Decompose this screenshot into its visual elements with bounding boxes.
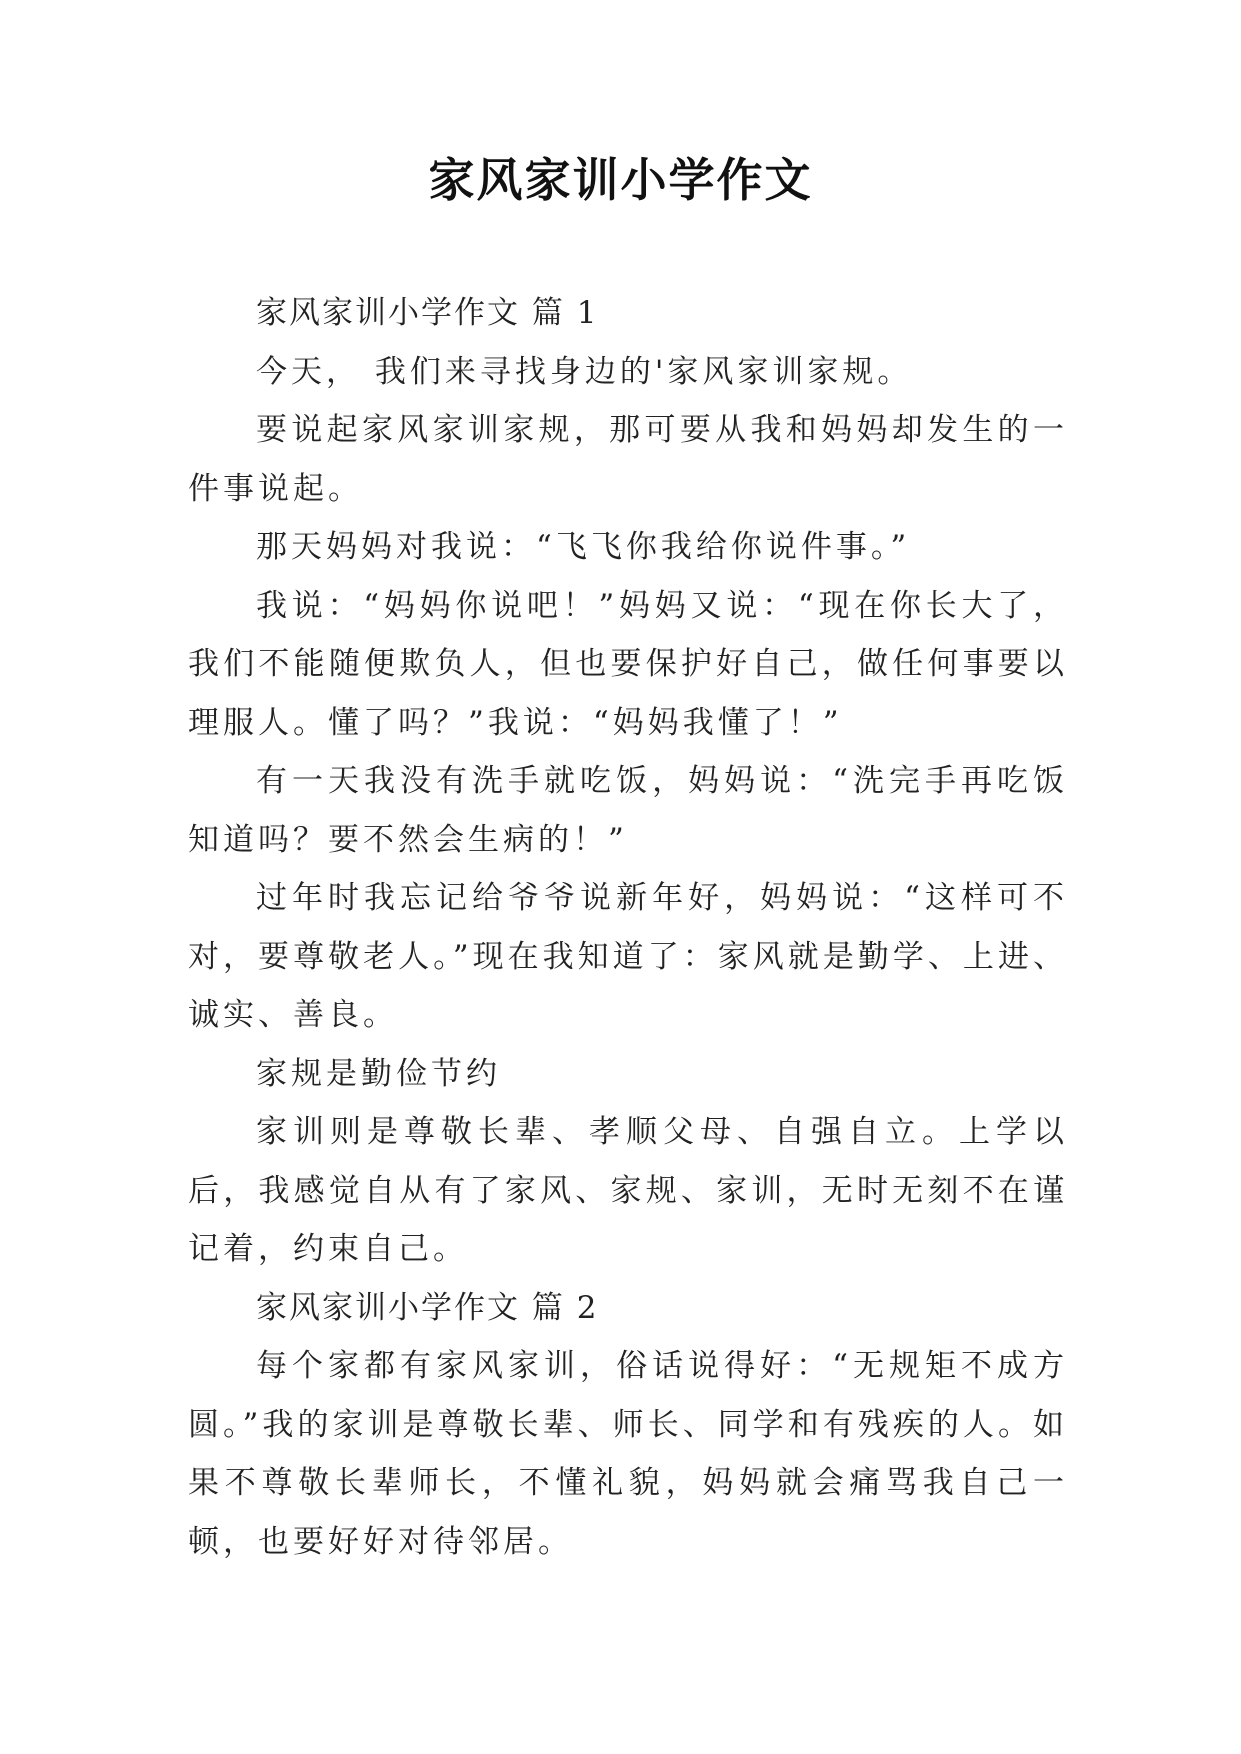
paragraph: 今天， 我们来寻找身边的'家风家训家规。: [256, 353, 913, 390]
document-title: 家风家训小学作文: [428, 153, 813, 207]
paragraph: 要说起家风家训家规，那可要从我和妈妈却发生的一件事说起。: [188, 412, 1068, 507]
section-heading-2: 家风家训小学作文 篇 2: [256, 1289, 599, 1326]
document-body: [188, 284, 1068, 1571]
paragraph: 每个家都有家风家训，俗话说得好：“无规矩不成方圆。”我的家训是尊敬长辈、师长、同学和有残疾的人。如果不尊敬长辈师长，不懂礼貌，妈妈就会痛骂我自己一顿，也要好好对待邻居。: [188, 1348, 1068, 1560]
paragraph: 我说：“妈妈你说吧！”妈妈又说：“现在你长大了，我们不能随便欺负人，但也要保护好自己，做任何事要以理服人。懂了吗？”我说：“妈妈我懂了！”: [188, 587, 1068, 741]
paragraph: 那天妈妈对我说：“飞飞你我给你说件事。”: [256, 529, 911, 565]
paragraph: 家规是勤俭节约: [256, 1055, 501, 1092]
section-heading-1: 家风家训小学作文 篇 1: [256, 295, 599, 331]
paragraph: 有一天我没有洗手就吃饭，妈妈说：“洗完手再吃饭知道吗？要不然会生病的！”: [188, 763, 1068, 858]
paragraph: 过年时我忘记给爷爷说新年好，妈妈说：“这样可不对，要尊敬老人。”现在我知道了：家风就是勤学、上进、诚实、善良。: [188, 880, 1068, 1033]
paragraph: 家训则是尊敬长辈、孝顺父母、自强自立。上学以后，我感觉自从有了家风、家规、家训，无时无刻不在谨记着，约束自己。: [188, 1114, 1068, 1267]
